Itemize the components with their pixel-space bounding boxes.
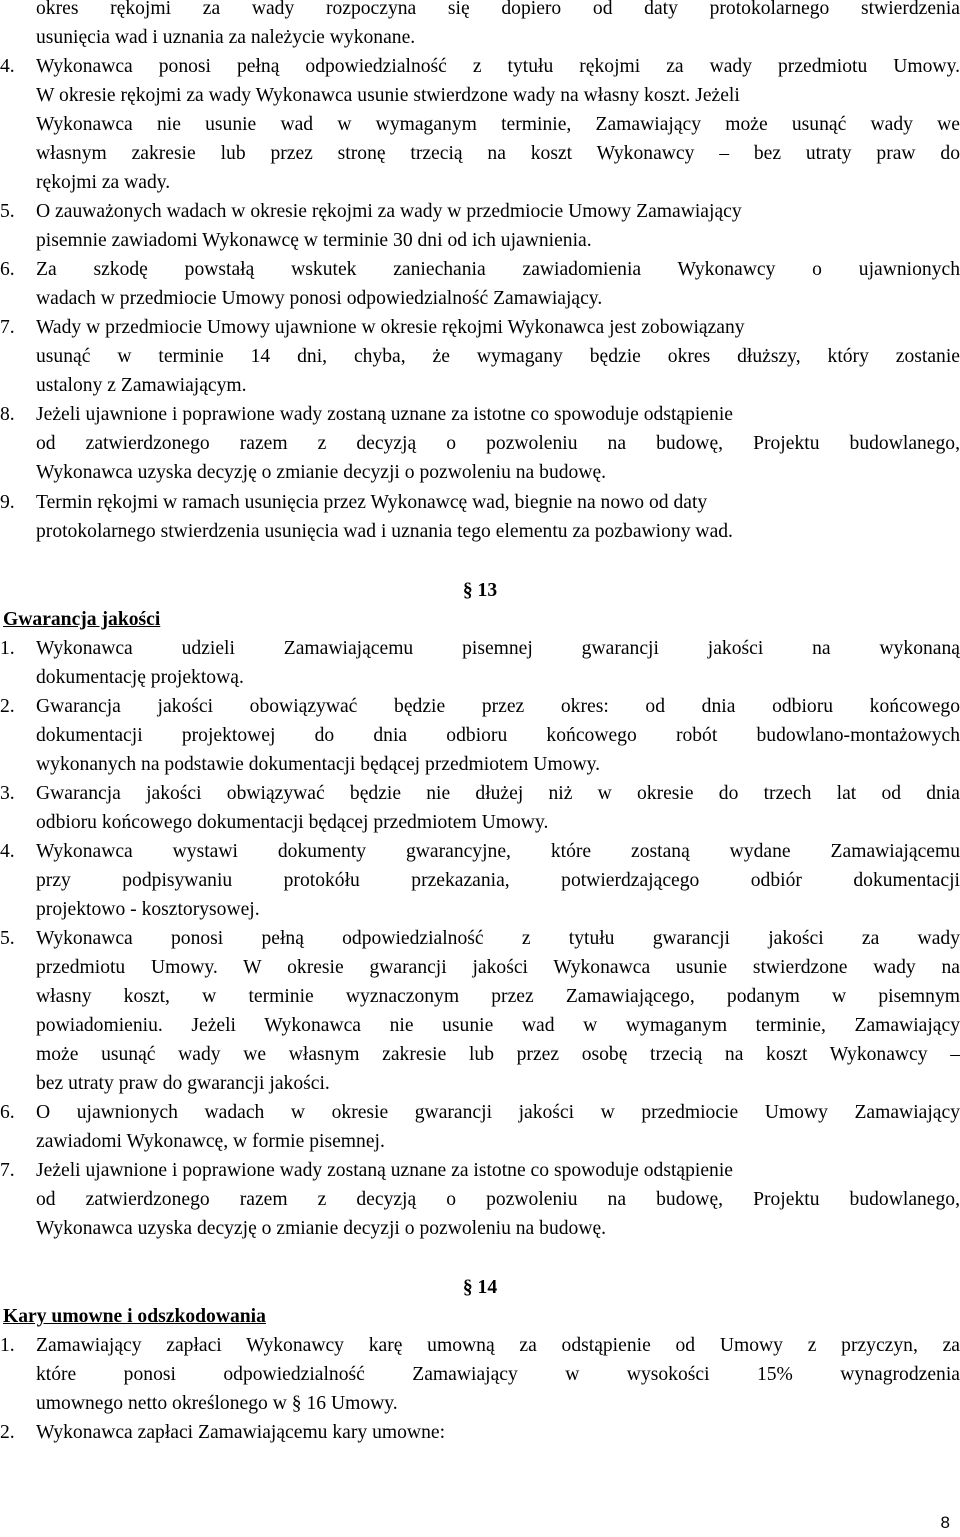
text-line: okres rękojmi za wady rozpoczyna się dopiero od daty protokolarnego stwierdzenia bbox=[36, 0, 960, 19]
list-number: 9. bbox=[0, 492, 15, 513]
text-line: Wykonawca uzyska decyzję o zmianie decyzji o pozwoleniu na budowę. bbox=[36, 462, 607, 483]
list-item bbox=[0, 313, 960, 342]
list-text: O ujawnionych wadach w okresie gwarancji jakości w przedmiocie Umowy Zamawiający bbox=[36, 1102, 960, 1123]
list-text: Zamawiający zapłaci Wykonawcy karę umowną za odstąpienie od Umowy z przyczyn, za bbox=[36, 1335, 960, 1356]
text-line: wykonanych na podstawie dokumentacji będącej przedmiotem Umowy. bbox=[36, 754, 601, 775]
list-number: 1. bbox=[0, 1335, 15, 1356]
text-line: własnym zakresie lub przez stronę trzecią na koszt Wykonawcy – bez utraty praw do bbox=[36, 143, 960, 164]
text-line: przedmiotu Umowy. W okresie gwarancji jakości Wykonawca usunie stwierdzone wady na bbox=[36, 957, 960, 978]
list-text: Wykonawca udzieli Zamawiającemu pisemnej gwarancji jakości na wykonaną bbox=[36, 638, 960, 659]
list-item bbox=[0, 1331, 960, 1360]
list-text: Wykonawca zapłaci Zamawiającemu kary umowne: bbox=[36, 1422, 446, 1443]
text-line: Wykonawca uzyska decyzję o zmianie decyzji o pozwoleniu na budowę. bbox=[36, 1218, 607, 1239]
text-line: usunięcia wad i uznania za należycie wykonane. bbox=[36, 27, 416, 48]
list-text: Gwarancja jakości obwiązywać będzie nie dłużej niż w okresie do trzech lat od dnia bbox=[36, 783, 960, 804]
section-title: Kary umowne i odszkodowania bbox=[3, 1306, 266, 1327]
list-number: 4. bbox=[0, 841, 15, 862]
list-item bbox=[0, 52, 960, 81]
list-item bbox=[0, 197, 960, 226]
list-number: 5. bbox=[0, 201, 15, 222]
list-number: 4. bbox=[0, 56, 15, 77]
text-line: Wykonawca nie usunie wad w wymaganym terminie, Zamawiający może usunąć wady we bbox=[36, 114, 960, 135]
list-number: 2. bbox=[0, 696, 15, 717]
list-number: 6. bbox=[0, 1102, 15, 1123]
list-text: O zauważonych wadach w okresie rękojmi za wady w przedmiocie Umowy Zamawiający bbox=[36, 201, 742, 222]
list-number: 8. bbox=[0, 404, 15, 425]
text-line: usunąć w terminie 14 dni, chyba, że wymagany będzie okres dłuższy, który zostanie bbox=[36, 346, 960, 367]
page-number: 8 bbox=[940, 1513, 950, 1532]
text-line: pisemnie zawiadomi Wykonawcę w terminie 30 dni od ich ujawnienia. bbox=[36, 230, 592, 251]
list-number: 5. bbox=[0, 928, 15, 949]
list-text: Wykonawca ponosi pełną odpowiedzialność z tytułu gwarancji jakości za wady bbox=[36, 928, 960, 949]
list-text: Termin rękojmi w ramach usunięcia przez Wykonawcę wad, biegnie na nowo od daty bbox=[36, 492, 708, 513]
section-number: § 13 bbox=[462, 580, 498, 601]
text-line: własny koszt, w terminie wyznaczonym przez Zamawiającego, podanym w pisemnym bbox=[36, 986, 960, 1007]
list-item bbox=[0, 692, 960, 721]
text-line: może usunąć wady we własnym zakresie lub przez osobę trzecią na koszt Wykonawcy – bbox=[36, 1044, 960, 1065]
text-line: od zatwierdzonego razem z decyzją o pozwoleniu na budowę, Projektu budowlanego, bbox=[36, 1189, 960, 1210]
list-text: Wykonawca wystawi dokumenty gwarancyjne, które zostaną wydane Zamawiającemu bbox=[36, 841, 960, 862]
text-line: przy podpisywaniu protokółu przekazania, potwierdzającego odbiór dokumentacji bbox=[36, 870, 960, 891]
text-line: bez utraty praw do gwarancji jakości. bbox=[36, 1073, 330, 1094]
list-text: Wykonawca ponosi pełną odpowiedzialność z tytułu rękojmi za wady przedmiotu Umowy. bbox=[36, 56, 960, 77]
list-text: Za szkodę powstałą wskutek zaniechania zawiadomienia Wykonawcy o ujawnionych bbox=[36, 259, 960, 280]
list-item bbox=[0, 1098, 960, 1127]
text-line: umownego netto określonego w § 16 Umowy. bbox=[36, 1393, 398, 1414]
list-item bbox=[0, 488, 960, 517]
list-number: 7. bbox=[0, 1160, 15, 1181]
text-line: rękojmi za wady. bbox=[36, 172, 171, 193]
text-line: dokumentacji projektowej do dnia odbioru końcowego robót budowlano-montażowych bbox=[36, 725, 960, 746]
text-line: od zatwierdzonego razem z decyzją o pozwoleniu na budowę, Projektu budowlanego, bbox=[36, 433, 960, 454]
section-title: Gwarancja jakości bbox=[3, 609, 161, 630]
text-line: które ponosi odpowiedzialność Zamawiający w wysokości 15% wynagrodzenia bbox=[36, 1364, 960, 1385]
list-item bbox=[0, 255, 960, 284]
list-item bbox=[0, 924, 960, 953]
list-number: 2. bbox=[0, 1422, 15, 1443]
list-item bbox=[0, 1418, 960, 1447]
text-line: dokumentację projektową. bbox=[36, 667, 244, 688]
text-line: powiadomieniu. Jeżeli Wykonawca nie usunie wad w wymaganym terminie, Zamawiający bbox=[36, 1015, 960, 1036]
list-text: Jeżeli ujawnione i poprawione wady zostaną uznane za istotne co spowoduje odstąpienie bbox=[36, 1160, 733, 1181]
list-text: Jeżeli ujawnione i poprawione wady zostaną uznane za istotne co spowoduje odstąpienie bbox=[36, 404, 733, 425]
list-item bbox=[0, 837, 960, 866]
list-number: 7. bbox=[0, 317, 15, 338]
text-line: wadach w przedmiocie Umowy ponosi odpowiedzialność Zamawiający. bbox=[36, 288, 603, 309]
list-number: 1. bbox=[0, 638, 15, 659]
list-item bbox=[0, 400, 960, 429]
text-line: protokolarnego stwierdzenia usunięcia wad i uznania tego elementu za pozbawiony wad. bbox=[36, 521, 733, 542]
section-number: § 14 bbox=[462, 1277, 498, 1298]
text-line: zawiadomi Wykonawcę, w formie pisemnej. bbox=[36, 1131, 385, 1152]
list-text: Wady w przedmiocie Umowy ujawnione w okresie rękojmi Wykonawca jest zobowiązany bbox=[36, 317, 745, 338]
list-number: 6. bbox=[0, 259, 15, 280]
list-item bbox=[0, 1156, 960, 1185]
text-line: W okresie rękojmi za wady Wykonawca usunie stwierdzone wady na własny koszt. Jeżeli bbox=[36, 85, 740, 106]
list-number: 3. bbox=[0, 783, 15, 804]
text-line: odbioru końcowego dokumentacji będącej przedmiotem Umowy. bbox=[36, 812, 549, 833]
list-item bbox=[0, 779, 960, 808]
list-text: Gwarancja jakości obowiązywać będzie przez okres: od dnia odbioru końcowego bbox=[36, 696, 960, 717]
text-line: projektowo - kosztorysowej. bbox=[36, 899, 260, 920]
list-item bbox=[0, 634, 960, 663]
text-line: ustalony z Zamawiającym. bbox=[36, 375, 247, 396]
